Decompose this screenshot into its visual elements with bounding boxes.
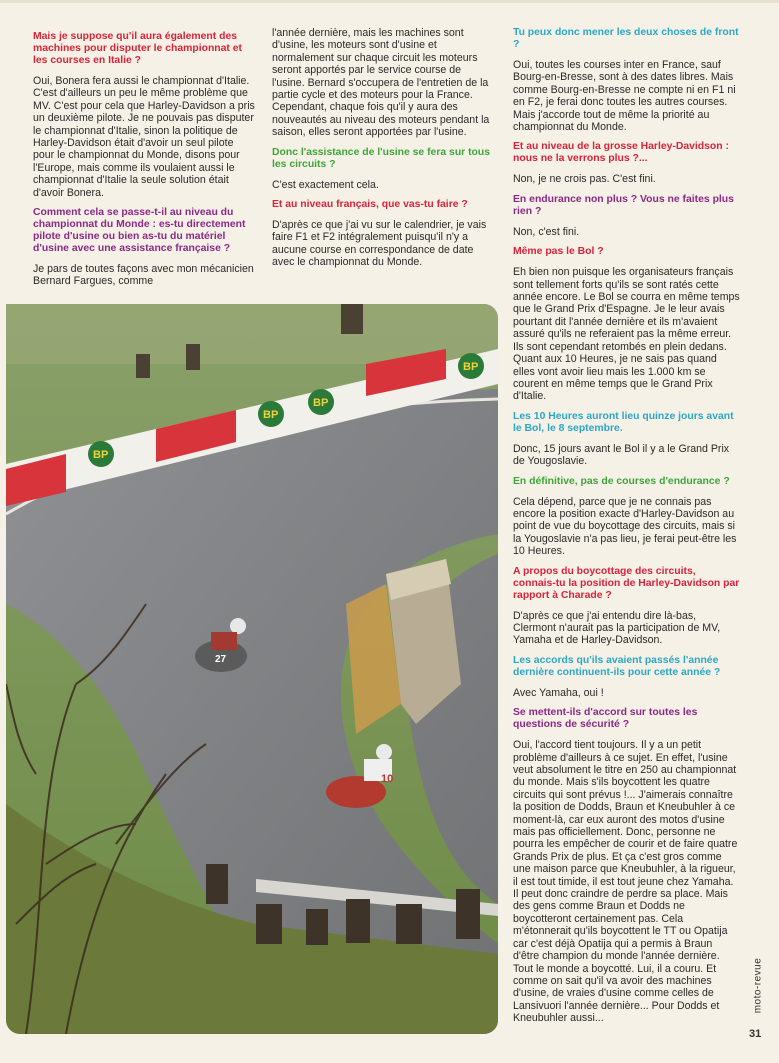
interview-question: Se mettent-ils d'accord sur toutes les questions de sécurité ? [513,707,698,731]
interview-question: Comment cela se passe-t-il au niveau du championnat du Monde : es-tu directement pilote d'usine ou bien as-tu du matériel d'usine avec une assistance française ? [33,207,246,255]
interview-question: En endurance non plus ? Vous ne faites plus rien ? [513,193,734,217]
interview-answer: Oui, Bonera fera aussi le championnat d'Italie. C'est d'ailleurs un peu le même problème que MV. C'est pour cela que Harley-Davidson a pris un deuxième pilote. Je ne pouvais pas disputer le championnat d'Italie, sinon la politique de Harley-Davidson était d'avoir un seul pilote pour le championnat du Monde, disons pour l'Europe, mais comme ils voulaient aussi le championnat d'Italie la seule solution était d'avoir Bonera. [33,75,255,199]
interview-question: Même pas le Bol ? [513,246,604,258]
interview-question: Les accords qu'ils avaient passés l'année dernière continuent-ils pour cette année ? [513,654,721,678]
interview-question: Tu peux donc mener les deux choses de front ? [513,27,739,50]
race-photo [6,304,498,1034]
magazine-name-text: moto-revue [752,957,764,1014]
bike-number-10: 10 [381,773,394,785]
interview-question: Mais je suppose qu'il aura également des machines pour disputer le championnat et les courses en Italie ? [33,31,243,66]
bp-logo-2: BP [263,409,279,421]
interview-question: Les 10 Heures auront lieu quinze jours avant le Bol, le 8 septembre. [513,410,734,434]
interview-question: A propos du boycottage des circuits, connais-tu la position de Harley-Davidson par rapport à Charade ? [513,565,740,601]
interview-question: Et au niveau de la grosse Harley-Davidson : nous ne la verrons plus ?... [513,141,729,165]
magazine-name [748,950,766,1020]
column-1 [33,31,255,296]
interview-answer: Avec Yamaha, oui ! [513,686,604,699]
interview-answer: Non, c'est fini. [513,225,580,238]
column-3 [513,27,741,1033]
interview-answer: Eh bien non puisque les organisateurs français sont tellement forts qu'ils se sont ratés cette année encore. Le Bol se courra en même temps que le Grand Prix d'Espagne. Je le leur avais pourtant dit l'année dernière et ils m'avaient assuré qu'ils ne referaient pas la même erreur. Ils sont cependant retombés en plein dedans. Quant aux 10 Heures, je ne sais pas quand elles vont avoir lieu mais les 1.000 km se courent en même temps que le Grand Prix d'Italie. [513,266,740,403]
interview-question: Et au niveau français, que vas-tu faire ? [272,199,468,211]
interview-answer: Je pars de toutes façons avec mon mécanicien Bernard Fargues, comme [33,263,254,288]
interview-answer: Oui, toutes les courses inter en France, sauf Bourg-en-Bresse, sont à des dates libres. Mais comme Bourg-en-Bresse ne compte ni en F1 ni en F2, je ferai donc toutes les autres courses. Mais j'accorde tout de même la priorité au championnat du Monde. [513,59,736,134]
interview-answer: Oui, l'accord tient toujours. Il y a un petit problème d'ailleurs à ce sujet. En effet, l'usine veut absolument le titre en 250 au championnat du monde. Mais s'ils boycottent les quatre circuits qui sont prévus !... J'aimerais connaître la position de Dodds, Braun et Kneubuhler à ce moment-là, car eux auront des motos d'usine mais pas officiellement. Donc, personne ne pourra les empêcher de courir et de faire quatre Grands Prix de plus. Et ça c'est gros comme une maison parce que Kneubuhler, à la rigueur, il est tout timide, il est tout jeune chez Yamaha. Il peut donc craindre de perdre sa place. Mais des gens comme Braun et Dodds ne boycotteront certainement pas. Cela m'étonnerait qu'ils boycottent le TT ou Opatija car c'est déjà Opatija qui a permis à Braun d'être champion du monde l'année dernière. Tout le monde a boycotté. Lui, il a couru. Et comme on sait qu'il va avoir des machines d'usine, de vraies d'usine comme celles de Lansivuori l'année dernière... Pour Dodds et Kneubuhler aussi... [513,739,738,1025]
bike-number-27: 27 [215,654,227,665]
interview-answer: Donc, 15 jours avant le Bol il y a le Grand Prix de Yougoslavie. [513,442,730,468]
interview-answer: Cela dépend, parce que je ne connais pas encore la position exacte d'Harley-Davidson au point de vue du boycottage des circuits, mais si la Yougoslavie n'a pas lieu, je ferai peut-être les 10 Heures. [513,495,737,558]
bp-logo-4: BP [463,361,479,373]
bp-logo-3: BP [313,397,329,409]
interview-answer: D'après ce que j'ai entendu dire là-bas, Clermont n'aurait pas la participation de MV, Yamaha et de Harley-Davidson. [513,609,721,647]
race-photo-illustration [6,304,498,1034]
interview-answer: C'est exactement cela. [272,178,379,191]
page-number: 31 [749,1028,762,1040]
column-2 [272,27,494,277]
top-edge [0,0,779,3]
interview-answer: Non, je ne crois pas. C'est fini. [513,173,656,186]
bp-logo-1: BP [93,449,109,461]
interview-question: Donc l'assistance de l'usine se fera sur tous les circuits ? [272,146,491,170]
interview-answer: l'année dernière, mais les machines sont d'usine, les moteurs sont d'usine et normalement sur chaque circuit les moteurs seront apportés par le service course de l'usine. Bernard s'occupera de l'entretien de la partie cycle et des moteurs pour la France. Cependant, chaque fois qu'il y aura des nouveautés au niveau des moteurs pendant la saison, elles seront apportées par l'usine. [272,27,490,139]
interview-answer: D'après ce que j'ai vu sur le calendrier, je vais faire F1 et F2 intégralement puisqu'il n'y a aucune course en correspondance de date avec le championnat du Monde. [272,219,487,269]
interview-question: En définitive, pas de courses d'endurance ? [513,475,730,487]
